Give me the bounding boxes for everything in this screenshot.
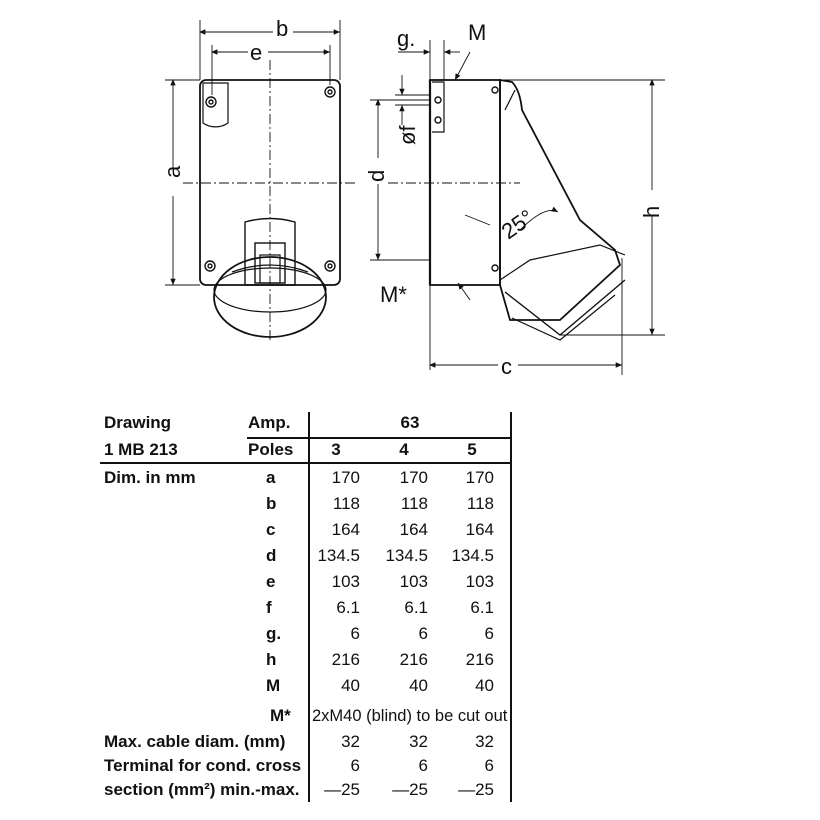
amp-label: Amp.	[248, 413, 291, 432]
table-cell: 118	[400, 494, 428, 513]
row-key: h	[266, 650, 277, 669]
table-cell: 40	[341, 676, 360, 695]
dim-unit-label: Dim. in mm	[104, 468, 196, 487]
cable-label: Max. cable diam. (mm)	[104, 732, 286, 751]
drawing-number: 1 MB 213	[104, 440, 178, 459]
poles-label: Poles	[248, 440, 294, 459]
table-cell: 6	[350, 756, 360, 775]
dim-label-h: h	[639, 205, 664, 218]
row-key: g.	[266, 624, 282, 643]
table-cell: 6	[484, 756, 494, 775]
dim-label-m: M	[468, 20, 487, 45]
table-cell: 170	[399, 468, 428, 487]
table-cell: 103	[331, 572, 360, 591]
table-cell: 216	[465, 650, 494, 669]
table-cell: 32	[475, 732, 494, 751]
table-rule	[247, 437, 510, 439]
table-cell: 118	[466, 494, 494, 513]
row-key: e	[266, 572, 276, 591]
table-cell: 134.5	[317, 546, 360, 565]
table-cell: 170	[465, 468, 494, 487]
table-cell: 40	[409, 676, 428, 695]
row-key: a	[266, 468, 276, 487]
table-divider	[510, 412, 512, 802]
row-key: d	[266, 546, 277, 565]
table-cell: 164	[331, 520, 360, 539]
table-rule	[100, 462, 510, 464]
table-cell: 134.5	[385, 546, 428, 565]
table-cell: 118	[332, 494, 360, 513]
row-key: M*	[270, 706, 291, 725]
table-cell: 6	[484, 624, 494, 643]
table-cell: 216	[399, 650, 428, 669]
table-cell: 32	[409, 732, 428, 751]
table-cell: 134.5	[451, 546, 494, 565]
dim-label-d: d	[364, 169, 389, 182]
pole-3: 3	[331, 440, 341, 459]
pole-5: 5	[467, 440, 477, 459]
terminal-label-2: section (mm²) min.-max.	[104, 780, 300, 799]
table-cell: 103	[465, 572, 494, 591]
dim-label-a: a	[160, 165, 185, 178]
drawing-label: Drawing	[104, 413, 172, 432]
dim-label-c: c	[501, 354, 512, 379]
table-cell: 6	[418, 756, 428, 775]
row-key: f	[266, 598, 272, 617]
dim-label-e: e	[250, 40, 263, 65]
table-cell: 164	[399, 520, 428, 539]
table-cell: 6.1	[470, 598, 494, 617]
table-cell: 170	[331, 468, 360, 487]
mstar-note: 2xM40 (blind) to be cut out	[312, 707, 508, 725]
row-key: M	[266, 676, 281, 695]
table-cell: —25	[458, 780, 494, 799]
table-cell: —25	[324, 780, 360, 799]
table-cell: 40	[475, 676, 494, 695]
pole-4: 4	[399, 440, 409, 459]
table-cell: 164	[465, 520, 494, 539]
dim-label-f: øf	[395, 125, 420, 145]
dim-label-mstar: M*	[380, 282, 407, 307]
table-cell: 32	[341, 732, 360, 751]
row-key: b	[266, 494, 277, 513]
table-cell: —25	[392, 780, 428, 799]
amp-value: 63	[400, 413, 420, 432]
dim-label-angle: 25°	[496, 204, 539, 245]
terminal-label: Terminal for cond. cross	[104, 756, 302, 775]
table-cell: 6.1	[336, 598, 360, 617]
dim-label-g: g.	[397, 26, 416, 51]
table-cell: 6	[418, 624, 428, 643]
table-cell: 103	[399, 572, 428, 591]
row-key: c	[266, 520, 276, 539]
dim-label-b: b	[276, 16, 289, 41]
table-cell: 6.1	[404, 598, 428, 617]
table-cell: 6	[350, 624, 360, 643]
table-cell: 216	[331, 650, 360, 669]
